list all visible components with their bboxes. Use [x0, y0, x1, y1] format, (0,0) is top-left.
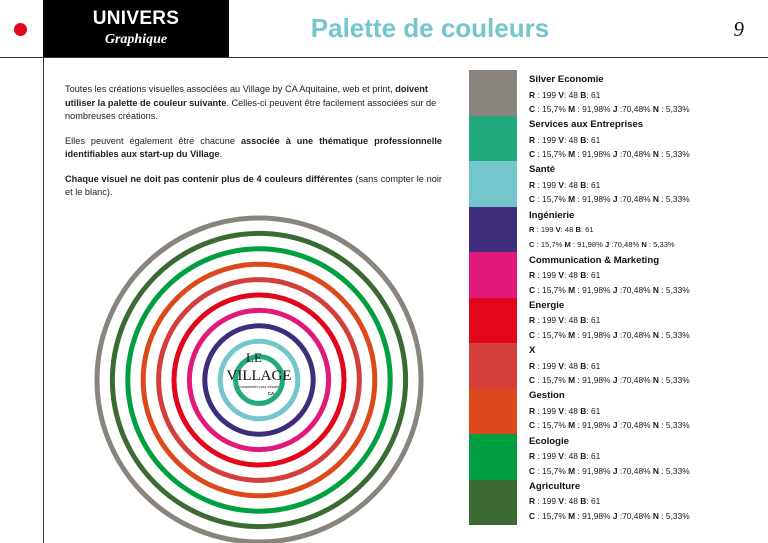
- brand-subtitle: Graphique: [104, 32, 168, 47]
- color-swatch: [469, 70, 517, 116]
- palette-entry: [529, 480, 759, 525]
- color-swatch: [469, 343, 517, 389]
- color-swatch: [469, 434, 517, 480]
- intro-text: [65, 83, 442, 211]
- palette-entry: [529, 299, 759, 344]
- cmjn-values: C : 15,7% M : 91,98% J :70,48% N : 5,33%: [529, 375, 690, 386]
- color-swatch-column: [469, 70, 517, 525]
- palette-entry-name: Communication & Marketing: [529, 254, 660, 266]
- intro-p1-text: Toutes les créations visuelles associées au Village by CA Aquitaine, web et print,: [65, 84, 396, 94]
- rvb-values: R : 199 V: 48 B: 61: [529, 134, 601, 145]
- palette-entry: [529, 344, 759, 389]
- color-swatch: [469, 161, 517, 207]
- palette-entry-name: Services aux Entreprises: [529, 119, 644, 131]
- rvb-values: R : 199 V: 48 B: 61: [529, 405, 601, 416]
- logo-tagline: Comprendre pour innover: [238, 385, 280, 389]
- cmjn-values: C : 15,7% M : 91,98% J :70,48% N : 5,33%: [529, 284, 690, 295]
- logo-line-2: VILLAGE: [226, 368, 292, 384]
- color-swatch: [469, 252, 517, 298]
- intro-paragraph-2: [65, 135, 442, 162]
- palette-entry: [529, 254, 759, 299]
- palette-entry-name: Energie: [529, 299, 565, 311]
- rvb-values: R : 199 V: 48 B: 61: [529, 360, 601, 371]
- brand-title: UNIVERS: [92, 8, 180, 29]
- palette-list: [529, 73, 759, 525]
- intro-p2-emphasis: associée à une thématique professionnelle identifiables aux start-up du Village: [65, 135, 442, 159]
- rvb-values: R : 199 V: 48 B: 61: [529, 315, 601, 326]
- rvb-values: R : 199 V: 48 B: 61: [529, 270, 601, 281]
- palette-entry-name: X: [529, 345, 536, 357]
- intro-paragraph-3: [65, 173, 442, 200]
- palette-entry-name: Santé: [529, 164, 556, 176]
- palette-entry: [529, 118, 759, 163]
- page-number: 9: [733, 17, 744, 41]
- cmjn-values: C : 15,7% M : 91,98% J :70,48% N : 5,33%: [529, 149, 690, 160]
- left-rule: [43, 57, 44, 543]
- cmjn-values: C : 15,7% M : 91,98% J :70,48% N : 5,33%: [529, 239, 675, 249]
- color-swatch: [469, 480, 517, 526]
- cmjn-values: C : 15,7% M : 91,98% J :70,48% N : 5,33%: [529, 329, 690, 340]
- color-swatch: [469, 207, 517, 253]
- cmjn-values: C : 15,7% M : 91,98% J :70,48% N : 5,33%: [529, 510, 690, 521]
- palette-entry-name: Agriculture: [529, 480, 581, 492]
- intro-paragraph-1: [65, 83, 442, 124]
- concentric-rings-illustration: [93, 214, 425, 543]
- intro-p1-emphasis: doivent utiliser la palette de couleur suivante: [65, 84, 428, 108]
- cmjn-values: C : 15,7% M : 91,98% J :70,48% N : 5,33%: [529, 194, 690, 205]
- cmjn-values: C : 15,7% M : 91,98% J :70,48% N : 5,33%: [529, 420, 690, 431]
- color-swatch: [469, 116, 517, 162]
- intro-p1-text-end: . Celles-ci peuvent être facilement associées sur de nombreuses créations.: [65, 97, 437, 121]
- palette-entry: [529, 209, 759, 254]
- color-swatch: [469, 389, 517, 435]
- page-header: [0, 0, 768, 58]
- intro-p2-text: Elles peuvent également être chacune: [65, 135, 241, 146]
- logo-line-1: LE: [246, 350, 262, 365]
- palette-entry: [529, 435, 759, 480]
- brand-block: [43, 0, 229, 57]
- palette-entry-name: Silver Economie: [529, 74, 604, 85]
- logo-mark: CA: [267, 391, 275, 396]
- red-dot-marker: [14, 23, 27, 36]
- rvb-values: R : 199 V: 48 B: 61: [529, 179, 601, 190]
- palette-entry-name: Ingénierie: [529, 209, 575, 221]
- rvb-values: R : 199 V: 48 B: 61: [529, 451, 601, 461]
- palette-entry: [529, 73, 759, 118]
- rvb-values: R : 199 V: 48 B: 61: [529, 225, 594, 235]
- rvb-values: R : 199 V: 48 B: 61: [529, 89, 601, 100]
- cmjn-values: C : 15,7% M : 91,98% J :70,48% N : 5,33%: [529, 465, 690, 476]
- cmjn-values: C : 15,7% M : 91,98% J :70,48% N : 5,33%: [529, 104, 690, 114]
- color-swatch: [469, 298, 517, 344]
- palette-entry-name: Gestion: [529, 390, 565, 402]
- palette-entry-name: Ecologie: [529, 435, 569, 447]
- palette-entry: [529, 163, 759, 208]
- intro-p3-text: (sans compter le noir et le blanc).: [65, 173, 442, 197]
- intro-p3-emphasis: Chaque visuel ne doit pas contenir plus de 4 couleurs différentes: [65, 173, 353, 184]
- palette-entry: [529, 389, 759, 434]
- rvb-values: R : 199 V: 48 B: 61: [529, 496, 601, 507]
- intro-p2-text-end: .: [219, 149, 223, 159]
- page-title: Palette de couleurs: [310, 13, 550, 43]
